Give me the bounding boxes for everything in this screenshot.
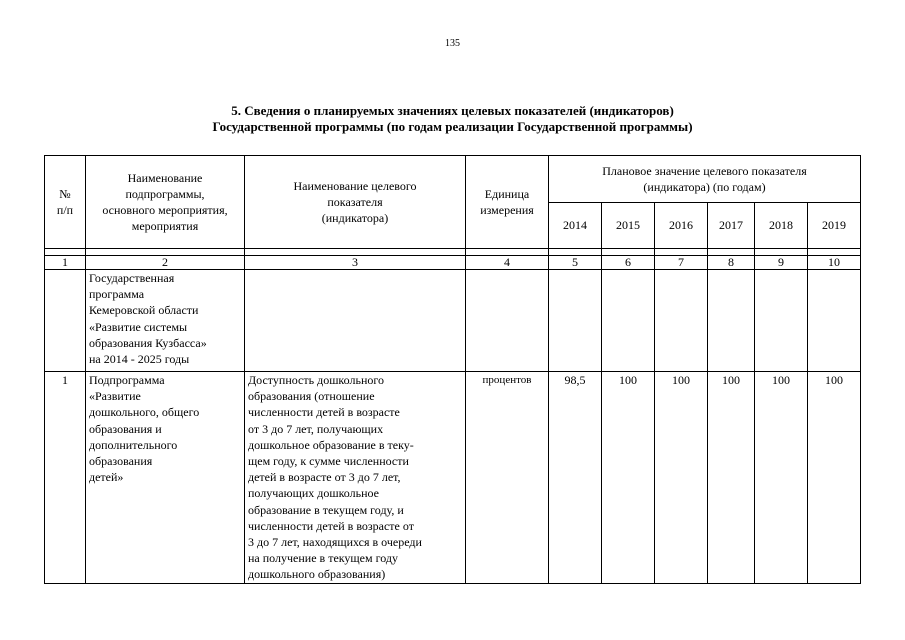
column-number-row bbox=[45, 256, 861, 270]
column-number: 5 bbox=[549, 256, 602, 270]
header-num: № п/п bbox=[45, 156, 86, 249]
row-indicator: Доступность дошкольного образования (отношение численности детей в возрасте от 3 до 7 лет, получающих дошкольное образование в теку- щем году, к сумме численности детей в возрасте от 3 до 7 лет, получающих дошкольное образование в текущем году, и численности детей в возрасте от 3 до 7 лет, находящихся в очереди на получение в текущем году дошкольного образования) bbox=[245, 372, 466, 584]
row-value: 98,5 bbox=[549, 372, 602, 584]
section-title bbox=[0, 103, 905, 135]
header-year: 2018 bbox=[755, 203, 808, 249]
column-number: 1 bbox=[45, 256, 86, 270]
header-year: 2014 bbox=[549, 203, 602, 249]
title-line-2: Государственной программы (по годам реализации Государственной программы) bbox=[212, 119, 693, 134]
header-indicator: Наименование целевого показателя (индикатора) bbox=[245, 156, 466, 249]
table-row bbox=[45, 372, 861, 584]
row-value: 100 bbox=[655, 372, 708, 584]
column-number: 10 bbox=[808, 256, 861, 270]
page-number: 135 bbox=[445, 38, 460, 49]
header-row bbox=[45, 156, 861, 203]
row-unit: процентов bbox=[466, 372, 549, 584]
row-num: 1 bbox=[45, 372, 86, 584]
column-number: 9 bbox=[755, 256, 808, 270]
row-value: 100 bbox=[708, 372, 755, 584]
header-year: 2017 bbox=[708, 203, 755, 249]
row-value: 100 bbox=[808, 372, 861, 584]
title-line-1: 5. Сведения о планируемых значениях целевых показателей (индикаторов) bbox=[231, 103, 674, 118]
indicators-table bbox=[44, 155, 861, 584]
header-year: 2016 bbox=[655, 203, 708, 249]
header-year: 2015 bbox=[602, 203, 655, 249]
program-name: Государственная программа Кемеровской области «Развитие системы образования Кузбасса» на 2014 - 2025 годы bbox=[86, 270, 245, 372]
column-number: 8 bbox=[708, 256, 755, 270]
header-year: 2019 bbox=[808, 203, 861, 249]
column-number: 6 bbox=[602, 256, 655, 270]
column-number: 4 bbox=[466, 256, 549, 270]
row-value: 100 bbox=[602, 372, 655, 584]
program-row bbox=[45, 270, 861, 372]
column-number: 2 bbox=[86, 256, 245, 270]
header-subprogram: Наименование подпрограммы, основного мероприятия, мероприятия bbox=[86, 156, 245, 249]
column-number: 7 bbox=[655, 256, 708, 270]
column-number: 3 bbox=[245, 256, 466, 270]
header-unit: Единица измерения bbox=[466, 156, 549, 249]
row-value: 100 bbox=[755, 372, 808, 584]
header-planned-value: Плановое значение целевого показателя (индикатора) (по годам) bbox=[549, 156, 861, 203]
row-subprogram: Подпрограмма «Развитие дошкольного, общего образования и дополнительного образования детей» bbox=[86, 372, 245, 584]
